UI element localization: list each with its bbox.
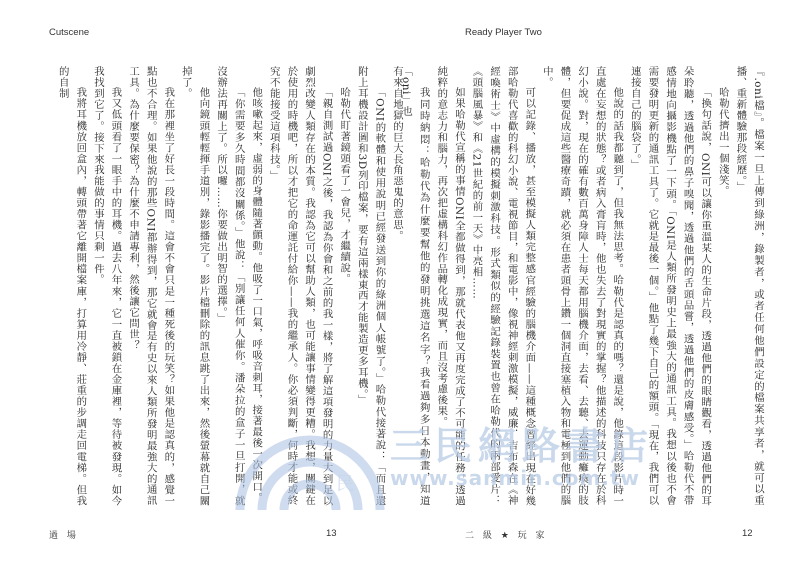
watermark-chinese: 三民網路書店	[390, 424, 655, 468]
watermark-url: www.sanmin.com.tw	[390, 466, 640, 490]
paragraph: 我在那裡坐了好長一段時間。這會不會只是一種死後的玩笑？如果他是認真的，感覺一點也不合理。如果他說的那些ONI都辦得到，那它就會是有史以來人類所發明最強大的通訊工具。為什麼要保密？為什麼不申請專利，然後讓它問世？	[127, 66, 175, 506]
body-text	[400, 66, 766, 506]
paragraph: 「換句話說，ONI可以讓你重溫某人的生命片段，透過他們的眼睛觀看，透過他們的耳朵聆聽，透過他們的鼻子嗅聞，透過他們的舌頭品嘗，透過他們的皮膚感受。」哈勒代不帶感情地向攝影機點了一下頭。「ONI是人類所發明史上最強大的通訊工具。我想以後也不會需要發明更新的通訊工具了。它就是最後一個。」他點了幾下自己的額頭。「現在，我們可以連接自己的腦袋了。」	[628, 66, 712, 506]
paragraph: 「親自測試過ONI之後，我認為你會和之前的我一樣，將了解這項發明的力量大到足以劇烈改變人類存在的本質。我認為它可以幫助人類，也可能讓事情變得更糟。我想，關鍵在於使用的時機吧，所以才把它的命運託付給你——我的繼承人。你必須判斷，何時才能或終究不能接受這項科技。」	[267, 66, 333, 506]
paragraph: 「你需要多久時間都沒關係。」他說：「別讓任何人催你。潘朵拉的盒子一旦打開，就沒辦法再關上了。所以囉……你要做出明智的選擇。」	[215, 66, 245, 506]
paragraph: 我將耳機放回盒內，轉頭帶著它離開檔案庫，打算用冷靜、莊重的步調走回電梯。但我的自制	[56, 66, 87, 506]
page-number: 12	[742, 528, 753, 539]
paragraph: 他向鏡頭輕輕揮手道別，錄影播完了。影片檔刪除的訊息跳了出來，然後螢幕就自己關掉了。	[179, 66, 210, 506]
running-head: Cutscene	[49, 27, 90, 38]
paragraph: 可以記錄、播放，甚至模擬人類完整感官經驗的腦機介面——這種概念曾經出現在好幾部哈勒代喜歡的科幻小說、電視節目，和電影中，像視神經刺激模擬，威廉．吉布森在《神經喚術士》中虛構的模擬刺激科技。形式類似的經驗記錄裝置也曾在哈勒代的兩部愛片：《頭腦風暴》和《21世紀的前一天》中亮相……	[470, 66, 536, 506]
folio-title: 過 場	[49, 531, 79, 541]
paragraph: 我同時納悶：哈勒代為什麼要幫他的發明挑選這名字？我看過夠多日本動畫，知道「oni」也	[400, 66, 430, 506]
paragraph: 『.oni檔』。檔案一旦上傳到綠洲，錄製者，或者任何他們設定的檔案共享者，就可以重播、重新體驗那段經歷。」	[734, 66, 764, 506]
paragraph: 哈勒代擠出一個淺笑。	[716, 86, 729, 197]
paragraph: 哈勒代盯著鏡頭看了一會兒，才繼續說。	[338, 86, 351, 284]
page-number: 13	[326, 528, 337, 539]
paragraph: 我又低頭看了一眼手中的耳機。過去八年來，它一直被鎖在金庫裡，等待被發現。如今我找到它了。接下來我能做的事情只剩一件。	[91, 66, 122, 506]
right-page	[400, 0, 800, 568]
paragraph: 他咳嗽起來，虛弱的身體隨著顫動。他吸了一口氣，呼吸音刺耳，接著最後一次開口。	[250, 86, 263, 503]
paragraph: 「ONI的軟體和使用說明已經發送到你的綠洲個人帳號了。」哈勒代接著說：「而且還附上耳機設計圖和3D列印檔案，要有這兩樣東西才能製造更多耳機。」	[355, 66, 386, 506]
running-head: Ready Player Two	[465, 27, 542, 38]
paragraph: 有來自地獄的巨大長角惡鬼的意思。	[391, 66, 403, 242]
body-text	[52, 66, 405, 506]
watermark-logo-char: 民	[336, 474, 354, 495]
folio-title: 二 級 ★ 玩 家	[465, 531, 548, 541]
paragraph: 如果哈勒代宣稱的事情ONI全都做得到，那就代表他又再度完成了不可能的任務，透過純粹的意志力和腦力，再次把虛構科幻作品轉化成現實，而且沒考慮後果。	[435, 66, 465, 506]
paragraph: 他說的話我都聽到了，但我無法思考。哈勒代是認真的嗎？還是說，他錄這段影片時一直處在妄想的狀態？或者病入膏肓時，他也失去了對現實的掌握？他描述的科技只存在於科幻小說。對，現在的確有數百萬身障人士每天都用腦機介面，去看、去聽、去運動癱瘓的肢體，但要促成這些醫療奇蹟，就必須在患者頭骨上鑽一個洞直接塞植入物和電極到他們的腦中。	[540, 66, 624, 506]
